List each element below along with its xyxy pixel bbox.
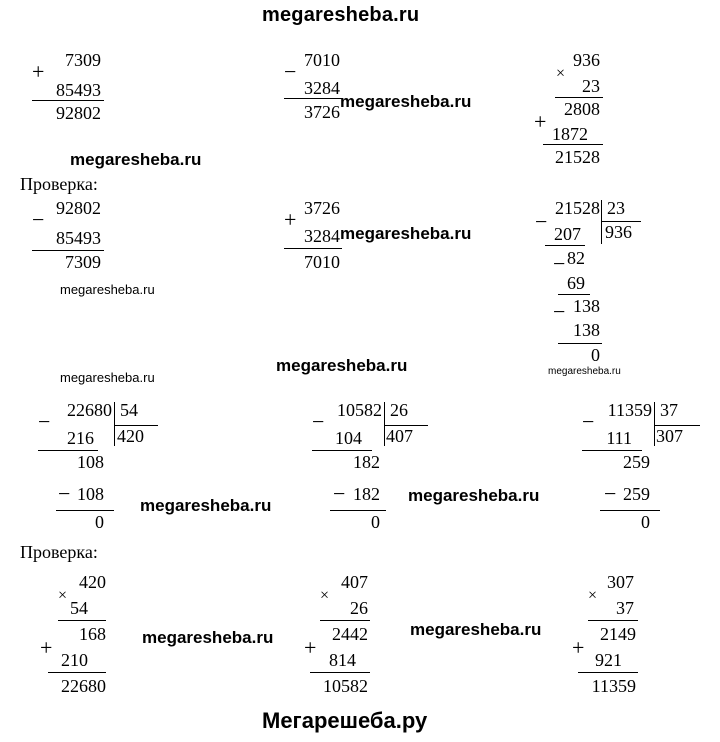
partial-product-1: 168 [79, 624, 106, 644]
difference-line [284, 98, 342, 99]
sum-result: 7010 [304, 252, 340, 272]
step-line [38, 450, 98, 451]
times-sign: × [556, 65, 566, 82]
watermark: megaresheba.ru [60, 282, 155, 297]
plus-sign: + [572, 635, 585, 660]
product-result: 10582 [323, 676, 368, 696]
division-bar [654, 402, 655, 446]
minuend: 7010 [304, 50, 340, 70]
minus-sign: − [582, 409, 595, 434]
divisor: 37 [660, 400, 678, 420]
minus-sign: − [535, 209, 548, 234]
watermark: megaresheba.ru [140, 496, 272, 515]
sum-result: 92802 [56, 103, 101, 123]
addend-b: 85493 [56, 80, 101, 100]
sum-line [48, 672, 106, 673]
check-label: Проверка: [20, 542, 98, 562]
watermark: megaresheba.ru [276, 356, 408, 375]
plus-sign: + [534, 109, 547, 134]
watermark: megaresheba.ru [548, 366, 621, 377]
addend-b: 3284 [304, 226, 340, 246]
step-subtract: 108 [77, 484, 104, 504]
step-remainder: 108 [77, 452, 104, 472]
minus-sign: − [312, 409, 325, 434]
times-sign: × [320, 587, 330, 604]
step-line [558, 343, 602, 344]
step-line [56, 510, 114, 511]
remainder-zero: 0 [95, 512, 104, 532]
minuend: 92802 [56, 198, 101, 218]
top-watermark: megaresheba.ru [262, 4, 420, 26]
difference-result: 7309 [65, 252, 101, 272]
divisor: 54 [120, 400, 138, 420]
plus-sign: + [304, 635, 317, 660]
step-line [545, 245, 585, 246]
product-line [555, 97, 603, 98]
step-subtract: 69 [567, 273, 585, 293]
step-remainder: 182 [353, 452, 380, 472]
divisor: 23 [607, 198, 625, 218]
minus-sign: − [284, 59, 297, 84]
times-sign: × [58, 587, 68, 604]
partial-product-1: 2808 [564, 99, 600, 119]
dividend: 21528 [555, 198, 600, 218]
sum-line [310, 672, 370, 673]
times-sign: × [588, 587, 598, 604]
factor-b: 23 [582, 76, 600, 96]
step-remainder: 82 [567, 248, 585, 268]
step-line [558, 294, 590, 295]
factor-b: 54 [70, 598, 88, 618]
divisor: 26 [390, 400, 408, 420]
step-subtract: 138 [573, 320, 600, 340]
quotient: 307 [656, 426, 683, 446]
step-remainder: 138 [573, 296, 600, 316]
plus-sign: + [284, 207, 297, 232]
watermark: megaresheba.ru [70, 150, 202, 169]
division-bar [384, 402, 385, 446]
product-result: 21528 [555, 147, 600, 167]
partial-product-2: 210 [61, 650, 88, 670]
minus-sign: − [58, 481, 71, 506]
division-bar [114, 402, 115, 446]
factor-a: 420 [79, 572, 106, 592]
product-line [58, 620, 106, 621]
step-subtract: 182 [353, 484, 380, 504]
difference-line [32, 250, 104, 251]
step-line [582, 450, 642, 451]
minus-sign: − [553, 251, 566, 276]
step-subtract: 207 [554, 224, 581, 244]
sum-line [578, 672, 638, 673]
watermark: megaresheba.ru [60, 370, 155, 385]
minus-sign: − [38, 409, 51, 434]
dividend: 11359 [607, 400, 652, 420]
step-subtract: 259 [623, 484, 650, 504]
watermark: megaresheba.ru [408, 486, 540, 505]
step-line [600, 510, 660, 511]
sum-line [32, 100, 104, 101]
step-line [330, 510, 386, 511]
addend-a: 3726 [304, 198, 340, 218]
quotient: 936 [605, 222, 632, 242]
factor-b: 37 [616, 598, 634, 618]
watermark: megaresheba.ru [340, 224, 472, 243]
partial-product-2: 1872 [552, 124, 588, 144]
minus-sign: − [604, 481, 617, 506]
subtrahend: 3284 [304, 78, 340, 98]
partial-product-1: 2442 [332, 624, 368, 644]
step-subtract: 216 [67, 428, 94, 448]
factor-a: 936 [573, 50, 600, 70]
remainder-zero: 0 [371, 512, 380, 532]
partial-product-2: 814 [329, 650, 356, 670]
minus-sign: − [333, 481, 346, 506]
sum-line [543, 144, 603, 145]
difference-result: 3726 [304, 102, 340, 122]
remainder-zero: 0 [591, 345, 600, 365]
product-line [588, 620, 638, 621]
quotient: 420 [117, 426, 144, 446]
footer-watermark: Мегарешеба.ру [262, 708, 428, 733]
division-bar [601, 200, 602, 244]
dividend: 10582 [337, 400, 382, 420]
step-subtract: 104 [335, 428, 362, 448]
watermark: megaresheba.ru [340, 92, 472, 111]
plus-sign: + [32, 59, 45, 84]
factor-a: 407 [341, 572, 368, 592]
sum-line [284, 248, 342, 249]
remainder-zero: 0 [641, 512, 650, 532]
step-subtract: 111 [606, 428, 632, 448]
subtrahend: 85493 [56, 228, 101, 248]
minus-sign: − [553, 299, 566, 324]
quotient: 407 [386, 426, 413, 446]
dividend: 22680 [67, 400, 112, 420]
product-result: 11359 [591, 676, 636, 696]
partial-product-1: 2149 [600, 624, 636, 644]
addend-a: 7309 [65, 50, 101, 70]
product-line [320, 620, 370, 621]
factor-a: 307 [607, 572, 634, 592]
step-remainder: 259 [623, 452, 650, 472]
step-line [312, 450, 372, 451]
product-result: 22680 [61, 676, 106, 696]
partial-product-2: 921 [595, 650, 622, 670]
minus-sign: − [32, 207, 45, 232]
plus-sign: + [40, 635, 53, 660]
check-label: Проверка: [20, 174, 98, 194]
factor-b: 26 [350, 598, 368, 618]
watermark: megaresheba.ru [410, 620, 542, 639]
watermark: megaresheba.ru [142, 628, 274, 647]
